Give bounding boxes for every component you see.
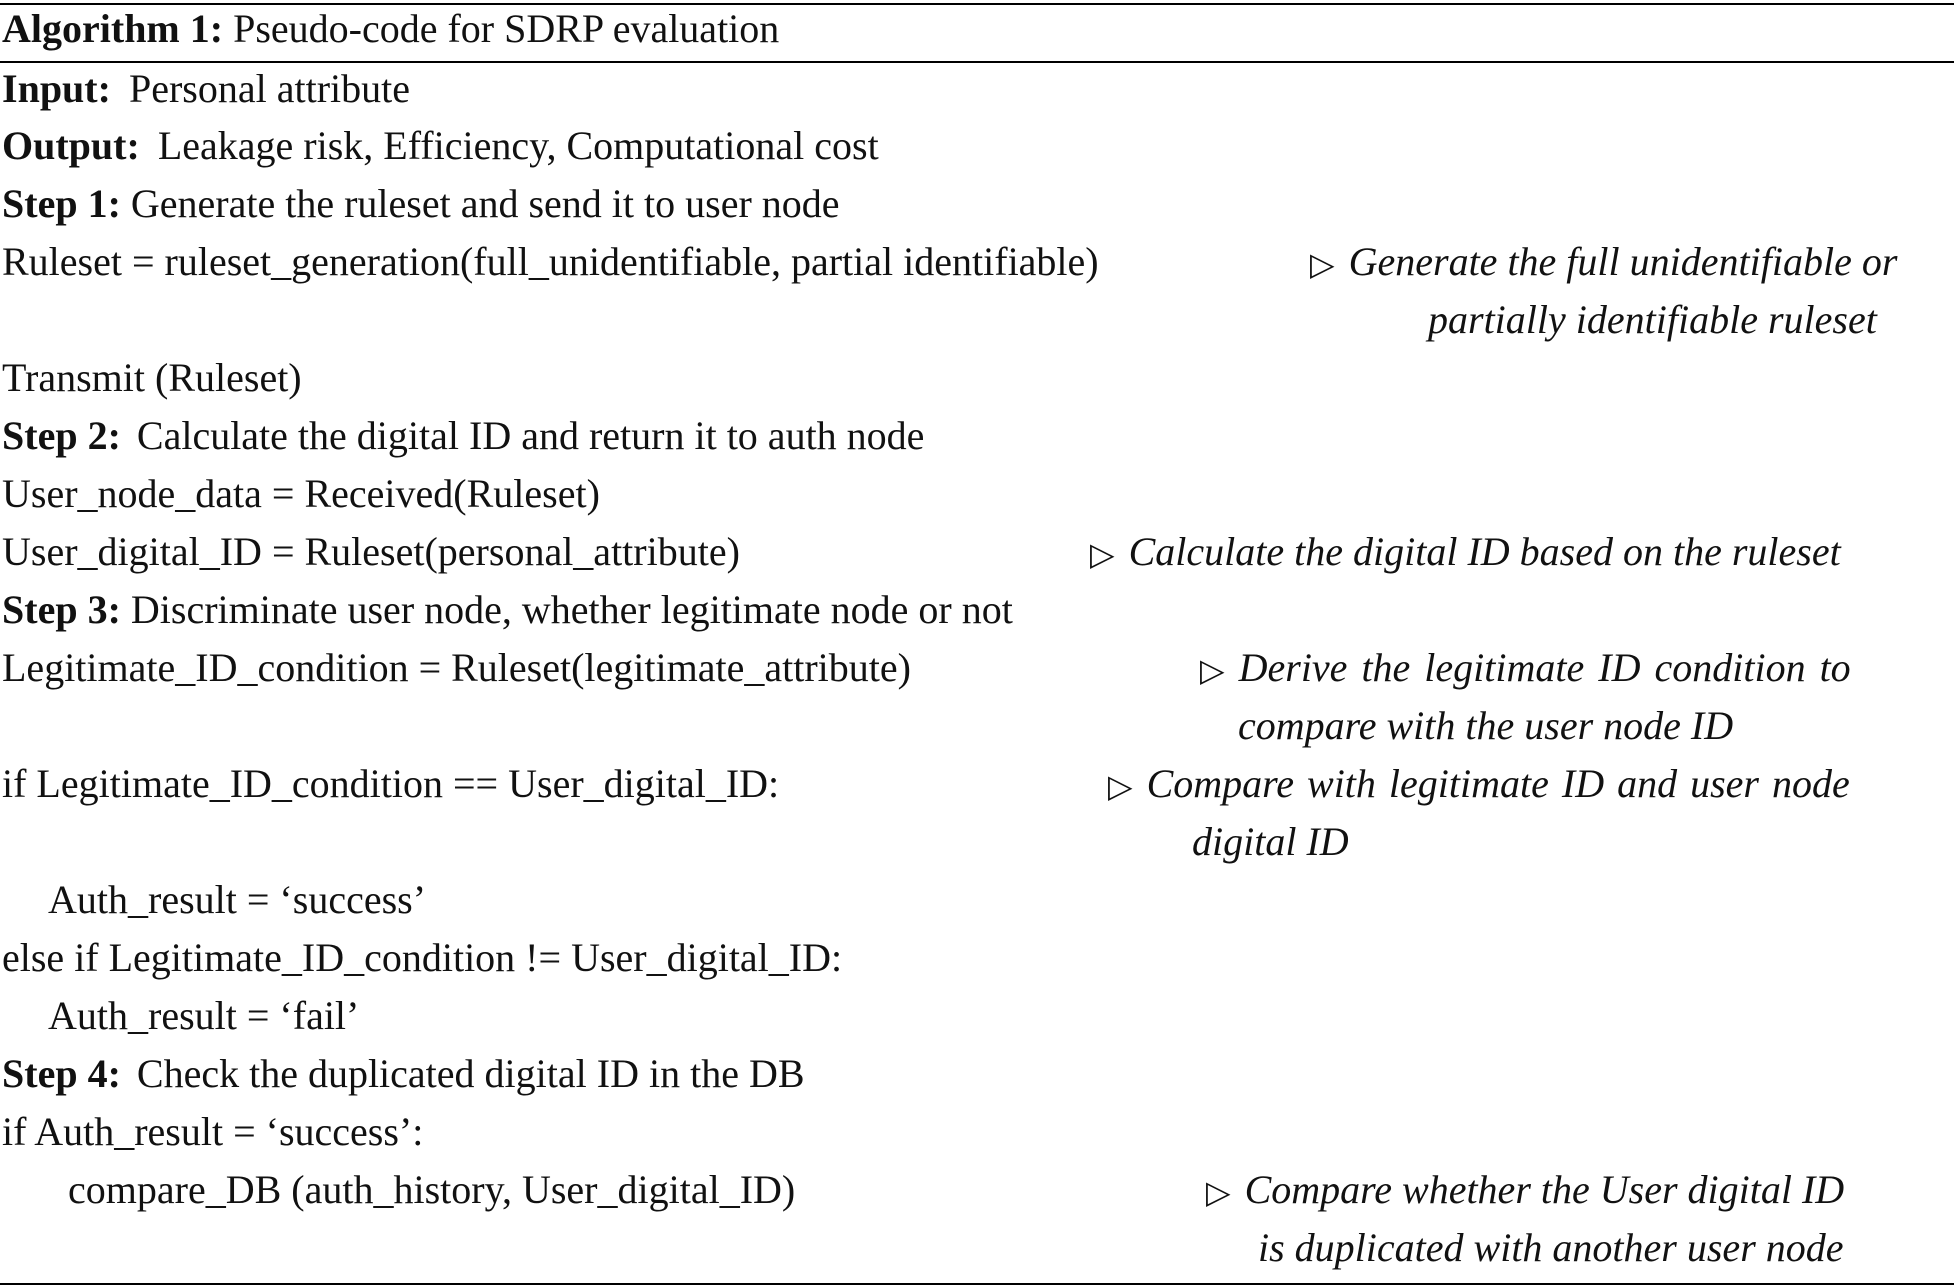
step2-comment — [1090, 528, 1841, 578]
comment-triangle-icon: ▷ — [1200, 652, 1225, 688]
step1-comment-line1: Generate the full unidentifiable or — [1348, 239, 1898, 284]
algorithm-label: Algorithm 1: — [2, 6, 224, 51]
step3-comment-line2: compare with the user node ID — [1238, 703, 1734, 748]
output-line — [2, 122, 879, 170]
step3-code-fail: Auth_result = ‘fail’ — [48, 993, 360, 1038]
bottom-rule — [0, 1283, 1954, 1285]
input-label: Input: — [2, 66, 111, 111]
step1-text: Generate the ruleset and send it to user node — [130, 181, 840, 226]
step3-comment-compare-line1: Compare with legitimate ID and user node — [1146, 761, 1850, 806]
input-line — [2, 65, 410, 113]
step2-comment-text: Calculate the digital ID based on the ruleset — [1128, 529, 1841, 574]
input-text: Personal attribute — [128, 66, 410, 111]
step3-comment — [1200, 644, 1851, 694]
step4-code-if: if Auth_result = ‘success’: — [2, 1109, 424, 1154]
step1-code-ruleset: Ruleset = ruleset_generation(full_unidentifiable, partial identifiable) — [2, 239, 1099, 284]
step4-code-compare: compare_DB (auth_history, User_digital_ID) — [68, 1167, 796, 1212]
step2-text: Calculate the digital ID and return it to auth node — [136, 413, 925, 458]
step2-code-digital-id: User_digital_ID = Ruleset(personal_attribute) — [2, 529, 740, 574]
step4-comment-line1: Compare whether the User digital ID — [1244, 1167, 1845, 1212]
step1-line — [2, 180, 840, 228]
step4-text: Check the duplicated digital ID in the DB — [136, 1051, 805, 1096]
algorithm-title: Pseudo-code for SDRP evaluation — [233, 6, 780, 51]
comment-triangle-icon: ▷ — [1090, 536, 1115, 572]
step3-line — [2, 586, 1013, 634]
step1-comment-line2: partially identifiable ruleset — [1428, 297, 1877, 342]
step3-comment-compare — [1108, 760, 1850, 810]
algorithm-caption — [2, 5, 779, 53]
step4-comment-line2: is duplicated with another user node — [1258, 1225, 1844, 1270]
step3-comment-compare-line2: digital ID — [1192, 819, 1349, 864]
step3-code-if: if Legitimate_ID_condition == User_digital_ID: — [2, 761, 780, 806]
caption-rule — [0, 61, 1954, 63]
output-label: Output: — [2, 123, 140, 168]
output-text: Leakage risk, Efficiency, Computational cost — [157, 123, 879, 168]
step4-comment — [1206, 1166, 1844, 1216]
step4-line — [2, 1050, 805, 1098]
step4-label: Step 4: — [2, 1051, 121, 1096]
comment-triangle-icon: ▷ — [1310, 246, 1335, 282]
step2-line — [2, 412, 924, 460]
step3-label: Step 3: — [2, 587, 121, 632]
comment-triangle-icon: ▷ — [1206, 1174, 1231, 1210]
step3-code-success: Auth_result = ‘success’ — [48, 877, 427, 922]
step3-code-condition: Legitimate_ID_condition = Ruleset(legitimate_attribute) — [2, 645, 911, 690]
step1-code-transmit: Transmit (Ruleset) — [2, 355, 302, 400]
step3-text: Discriminate user node, whether legitimate node or not — [130, 587, 1013, 632]
step3-code-elseif: else if Legitimate_ID_condition != User_digital_ID: — [2, 935, 843, 980]
step1-label: Step 1: — [2, 181, 121, 226]
step2-code-received: User_node_data = Received(Ruleset) — [2, 471, 600, 516]
step1-comment — [1310, 238, 1897, 288]
step2-label: Step 2: — [2, 413, 121, 458]
comment-triangle-icon: ▷ — [1108, 768, 1133, 804]
step3-comment-line1: Derive the legitimate ID condition to — [1238, 645, 1851, 690]
